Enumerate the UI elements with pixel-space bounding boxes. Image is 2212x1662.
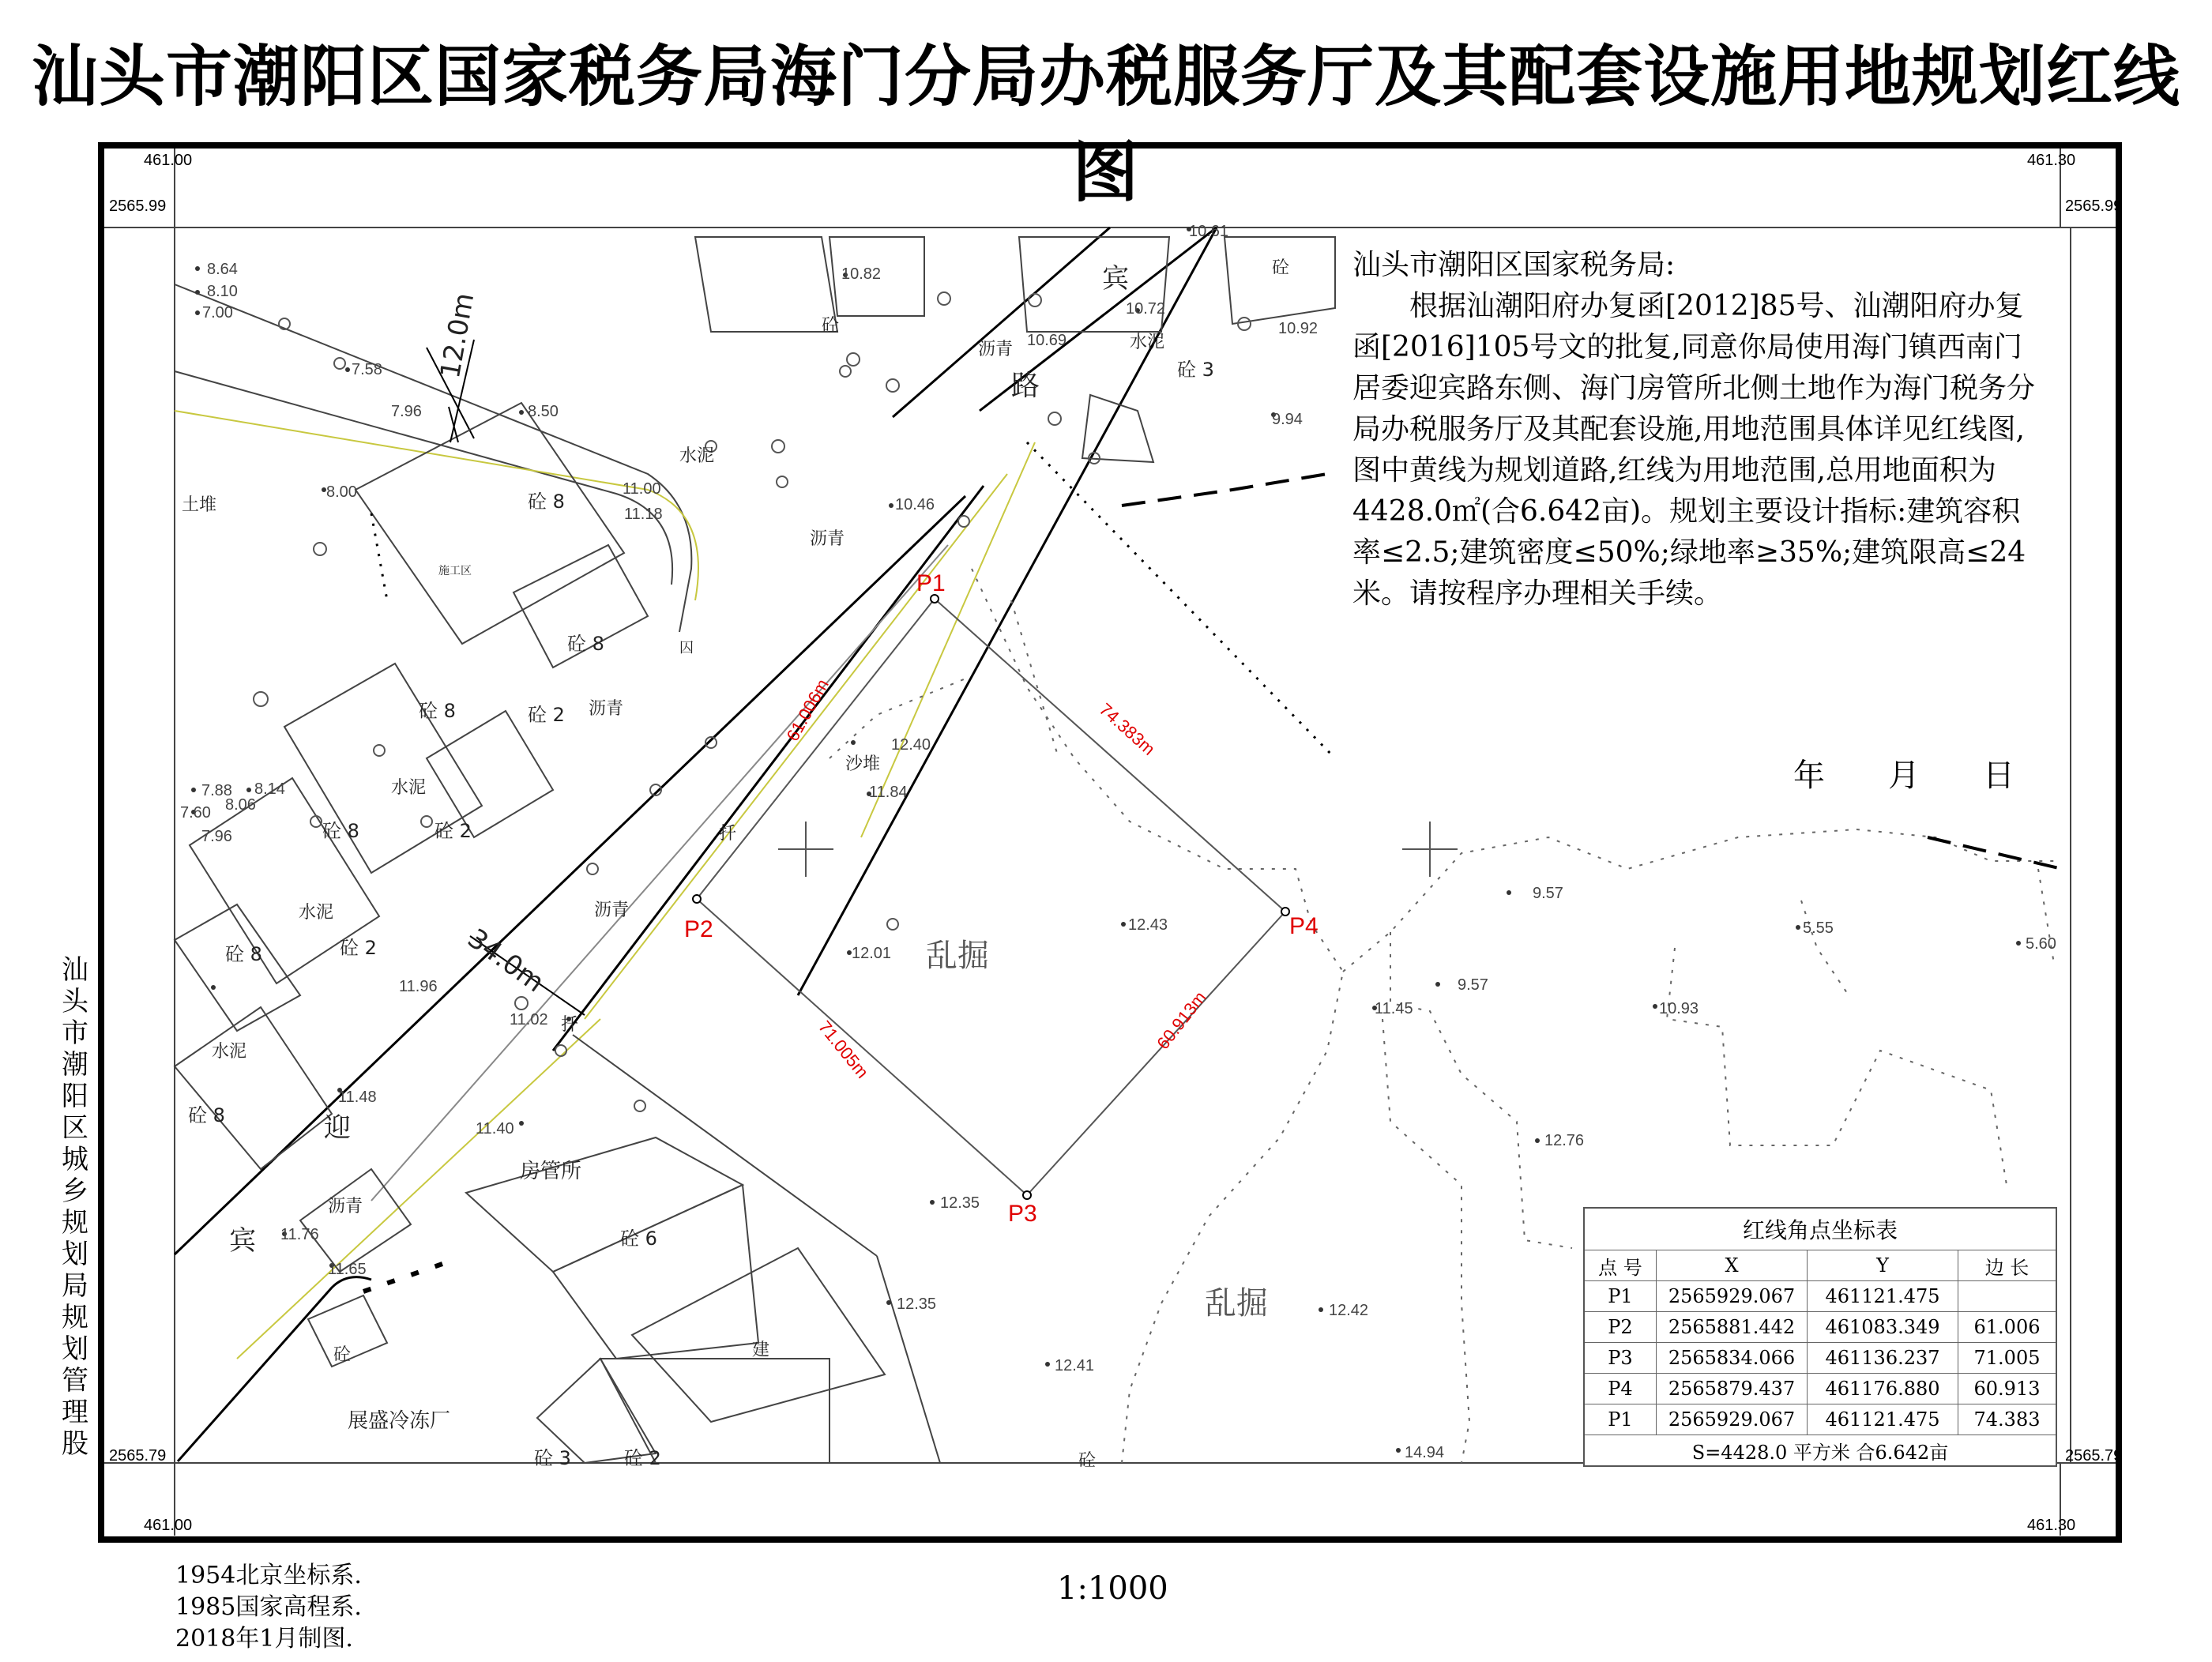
concrete-label: 砼 8 [188,1104,225,1126]
table-header: 点 号 [1584,1250,1657,1281]
road-label: 宾 [1102,263,1129,295]
cell-side: 60.913 [1958,1374,2057,1404]
misc-label: 扦 [561,1015,579,1035]
cement-label: 水泥 [1130,333,1165,352]
table-row [1584,1374,2056,1404]
road-width-label: 12.0m [434,290,481,381]
table-header: 边 长 [1958,1250,2057,1281]
concrete-label: 砼 8 [528,491,565,513]
cell-y: 461136.237 [1808,1343,1958,1374]
elevation-label: 7.00 [202,304,233,321]
parcel-vertex-label: P4 [1289,913,1319,939]
parcel-side-label: 74.383m [1095,699,1160,760]
cement-label: 水泥 [299,903,334,923]
issuer-vertical-label: 汕头市潮阳区城乡规划局规划管理股 [62,954,88,1460]
elevation-label: 14.94 [1405,1444,1445,1461]
road-width-label: 34.0m [461,923,551,999]
concrete-label: 砼 [822,316,840,336]
disturbed-label: 乱掘 [1205,1285,1268,1322]
elevation-label: 8.50 [528,403,559,420]
cell-x: 2565834.066 [1657,1343,1808,1374]
misc-label: 房管所 [520,1160,582,1183]
concrete-label: 砼 3 [534,1447,571,1469]
elevation-label: 11.76 [280,1226,319,1243]
cell-point: P1 [1584,1281,1657,1312]
concrete-label: 砼 8 [225,943,262,965]
notice-body: 根据汕潮阳府办复函[2012]85号、汕潮阳府办复函[2016]105号文的批复,同意你局使用海门镇西南门居委迎宾路东侧、海门房管所北侧土地作为海门税务分局办税服务厅及其配套设施,用地范围具体详见红线图,图中黄线为规划道路,红线为用地范围,总用地面积为4428.0㎡(合6.642亩)。规划主要设计指标:建筑容积率≤2.5;建筑密度≤50%;绿地率≥35%;建筑限高≤24米。请按程序办理相关手续。 [1352,290,2036,610]
cell-side [1958,1281,2057,1312]
elevation-label: 12.42 [1329,1302,1369,1319]
elevation-label: 11.45 [1375,1000,1413,1017]
elevation-label: 11.40 [476,1120,514,1137]
map-title: 汕头市潮阳区国家税务局海门分局办税服务厅及其配套设施用地规划红线图 [31,38,2180,211]
elevation-label: 11.84 [869,784,908,801]
cell-x: 2565879.437 [1657,1374,1808,1404]
concrete-label: 砼 2 [528,704,565,726]
cement-label: 水泥 [212,1042,247,1062]
concrete-label: 砼 8 [419,700,456,722]
concrete-label: 砼 8 [567,633,604,655]
surface-label: 沥青 [810,529,845,549]
table-row [1584,1281,2056,1312]
elevation-label: 12.35 [940,1194,980,1212]
table-header: X [1657,1250,1808,1281]
parcel-vertex-label: P3 [1008,1201,1037,1227]
misc-label: 建 [752,1341,770,1360]
concrete-label: 砼 3 [1177,359,1214,381]
surface-label: 沥青 [328,1197,363,1216]
cell-point: P2 [1584,1312,1657,1343]
date-year: 年 [1793,758,1825,794]
elevation-label: 10.72 [1126,300,1166,318]
elevation-label: 11.65 [328,1261,367,1278]
cell-x: 2565929.067 [1657,1404,1808,1435]
surface-label: 沥青 [594,901,630,920]
elevation-label: 7.58 [352,361,382,378]
disturbed-label: 乱掘 [926,938,989,974]
cell-y: 461121.475 [1808,1404,1958,1435]
elevation-label: 7.96 [391,403,422,420]
parcel-side-label: 71.005m [814,1017,873,1082]
elevation-label: 10.46 [895,496,935,513]
cell-x: 2565929.067 [1657,1281,1808,1312]
elevation-label: 8.00 [326,483,357,501]
table-total: S=4428.0 平方米 合6.642亩 [1584,1435,2056,1467]
concrete-label: 砼 [1078,1451,1097,1471]
surface-label: 沥青 [978,340,1014,359]
concrete-label: 砼 6 [620,1228,657,1250]
elevation-label: 7.60 [180,804,211,822]
parcel-side-label: 60.913m [1153,987,1210,1054]
parcel-vertex-label: P2 [684,916,713,942]
map-scale: 1:1000 [1057,1570,1168,1607]
elevation-label: 12.01 [852,945,892,962]
road-label: 路 [1011,370,1040,402]
elevation-label: 8.10 [207,283,238,300]
cell-x: 2565881.442 [1657,1312,1808,1343]
surface-label: 沥青 [589,699,624,719]
table-row [1584,1312,2056,1343]
elevation-label: 5.60 [2026,935,2056,953]
misc-label: 施工区 [438,565,472,577]
elevation-label: 5.55 [1803,919,1834,937]
concrete-label: 砼 [1272,258,1290,278]
notice-addressee: 汕头市潮阳区国家税务局: [1352,249,1676,281]
footer-notes [175,1560,362,1655]
corner-label: 461.00 [144,1517,193,1534]
corner-label: 461.00 [144,152,193,169]
corner-label: 2565.79 [2065,1447,2123,1465]
elevation-label: 9.57 [1458,976,1488,994]
table-row [1584,1343,2056,1374]
elevation-label: 10.93 [1659,1000,1699,1017]
corner-label: 2565.99 [2065,197,2123,215]
cement-label: 水泥 [679,446,715,466]
cell-point: P4 [1584,1374,1657,1404]
parcel-side-label: 61.006m [782,675,833,745]
elevation-label: 12.76 [1544,1132,1585,1149]
corner-label: 2565.99 [109,197,167,215]
cell-y: 461083.349 [1808,1312,1958,1343]
misc-label: 土堆 [182,495,217,515]
elevation-label: 12.35 [897,1295,937,1313]
elevation-label: 10.82 [841,265,882,283]
date-month: 月 [1888,758,1920,794]
elevation-label: 12.40 [891,736,931,754]
elevation-label: 8.06 [225,796,256,814]
cell-point: P3 [1584,1343,1657,1374]
note-line: 1985国家高程系. [175,1593,362,1621]
cell-y: 461121.475 [1808,1281,1958,1312]
parcel-vertex-label: P1 [916,570,946,596]
table-row [1584,1404,2056,1435]
elevation-label: 11.18 [624,506,663,523]
misc-label: 扦 [719,824,737,844]
elevation-label: 11.02 [510,1011,548,1028]
elevation-label: 11.00 [623,480,661,498]
note-line: 1954北京坐标系. [175,1562,362,1589]
road-label: 宾 [229,1225,256,1257]
elevation-label: 8.14 [254,780,285,798]
elevation-label: 10.92 [1278,320,1319,337]
date-day: 日 [1983,758,2014,794]
elevation-label: 7.88 [201,782,232,799]
elevation-label: 9.94 [1272,411,1303,428]
cell-side: 74.383 [1958,1404,2057,1435]
notice-date [1793,750,2014,795]
misc-label: 展盛冷冻厂 [348,1409,451,1433]
corner-label: 2565.79 [109,1447,167,1465]
cement-label: 水泥 [391,778,427,798]
misc-label: 沙堆 [845,754,881,774]
corner-label: 461.30 [2027,1517,2076,1534]
elevation-label: 7.96 [201,828,232,845]
elevation-label: 10.69 [1027,332,1067,349]
corner-label: 461.30 [2027,152,2076,169]
elevation-label: 10.61 [1189,223,1229,240]
elevation-label: 8.64 [207,261,238,278]
concrete-label: 砼 2 [624,1447,661,1469]
note-line: 2018年1月制图. [175,1625,353,1653]
elevation-label: 11.96 [399,978,438,995]
concrete-label: 砼 2 [434,820,472,842]
concrete-label: 砼 8 [322,820,359,842]
cell-y: 461176.880 [1808,1374,1958,1404]
concrete-label: 砼 2 [340,937,377,959]
elevation-label: 12.43 [1128,916,1168,934]
elevation-label: 12.41 [1055,1357,1095,1374]
elevation-label: 9.57 [1533,885,1563,902]
approval-notice [1352,245,2045,615]
misc-label: 囚 [679,640,694,656]
table-header: Y [1808,1250,1958,1281]
elevation-label: 11.48 [338,1089,377,1106]
cell-side: 61.006 [1958,1312,2057,1343]
cell-point: P1 [1584,1404,1657,1435]
cell-side: 71.005 [1958,1343,2057,1374]
table-title: 红线角点坐标表 [1584,1208,2056,1250]
concrete-label: 砼 [333,1345,352,1365]
corner-coordinate-table [1583,1207,2057,1467]
road-label: 迎 [324,1112,351,1144]
